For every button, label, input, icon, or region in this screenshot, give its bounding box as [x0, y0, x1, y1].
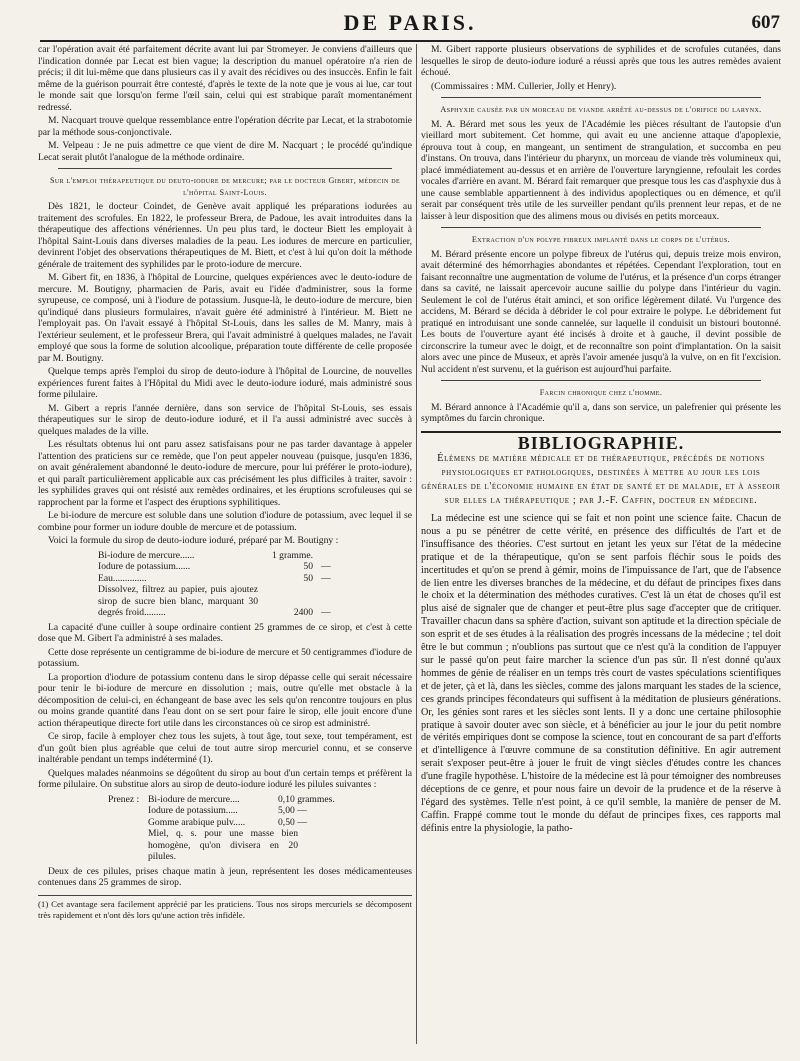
paragraph: Les résultats obtenus lui ont paru assez satisfaisans pour ne pas tarder davantage à appeler l'attention des praticiens sur ce remède, que l'on peut appeler nouveau (puisque, jusqu'en 1836, on avait généralement abandonné le deuto-iodure de mercure, pour lui préférer le proto-iodure), et qui paraît particulièrement applicable aux cas précisément les plus difficiles à traiter, savoir : les syphilides graves qui ont résisté aux remèdes ordinaires, et les éruptions scrofuleuses qui se rapprochent par la forme et l'aspect des éruptions syphilitiques.	[38, 439, 412, 508]
paragraph: M. Gibert a repris l'année dernière, dans son service de l'hôpital St-Louis, ses essais thérapeutiques sur le sirop de deuto-iodure ioduré, et il l'a aussi administré avec succès à quelques malades de la ville.	[38, 402, 412, 437]
right-column	[421, 44, 781, 1052]
paragraph: Cette dose représente un centigramme de bi-iodure de mercure et 50 centigrammes d'iodure de potassium.	[38, 646, 412, 669]
pill-formula	[108, 794, 412, 863]
formula-item: Iodure de potassium.....	[148, 805, 238, 816]
page-number: 607	[751, 12, 780, 33]
section-rule	[58, 168, 392, 169]
paragraph: M. Gibert fit, en 1836, à l'hôpital de Lourcine, quelques expériences avec le deuto-iodure de mercure. M. Boutigny, pharmacien de Paris, avait eu l'idée d'administrer, sous la forme syrupeuse, ce composé, uni à l'iodure de potassium. Jusque-là, le deuto-iodure de mercure, bien qu'indiqué dans plusieurs formulaires, n'avait guère été administré à l'intérieur. M. Biett ne l'employait pas. On l'avait essayé à l'hôpital St-Louis, dans les salles de M. Manry, mais à l'extérieur seulement, et le professeur Brera, qui l'avait administré à quelques malades, ne l'avait employé que sous la forme de solution alcoolique, préparation toute différente de celle proposée par M. Boutigny.	[38, 272, 412, 364]
column-divider	[416, 44, 417, 1044]
section-rule	[441, 380, 761, 381]
paragraph: Quelques malades néanmoins se dégoûtent du sirop au bout d'un certain temps et préfèrent la forme pilulaire. On substitue alors au sirop de deuto-iodure ioduré les pilules suivantes :	[38, 767, 412, 790]
page-header	[40, 10, 780, 42]
formula-item: Bi-iodure de mercure......	[98, 549, 195, 561]
section-heading: Farcin chronique chez l'homme.	[539, 388, 663, 397]
formula-row	[108, 805, 412, 817]
formula-item: Iodure de potassium......	[98, 561, 191, 572]
paragraph: Ce sirop, facile à employer chez tous les sujets, à tout âge, tout sexe, tout tempérament, est d'un goût bien plus agréable que celui de tout autre sirop mercuriel connu, et se conserve inaltérable pendant un temps indéterminé (1).	[38, 731, 412, 765]
formula-unit: —	[321, 572, 331, 584]
formula-item: Bi-iodure de mercure....	[148, 793, 240, 805]
paragraph: La proportion d'iodure de potassium contenu dans le sirop dépasse celle qui serait nécessaire pour tenir le bi-iodure de mercure en dissolution ; mais, outre qu'elle met obstacle à la décomposition de celui-ci, en échangeant de base avec les sels qu'on rencontre toujours en plus ou moins grande quantité dans l'eau dont on se sert pour faire le sirop, elle jouit encore d'une action thérapeutique directe fort utile dans les circonstances où ce sirop est administré.	[38, 671, 412, 729]
paragraph: Deux de ces pilules, prises chaque matin à jeun, représentent les doses médicamenteuses contenues dans 25 grammes de sirop.	[38, 865, 412, 888]
bibliography-subtitle: Élémens de matière médicale et de thérapeutique, précédés de notions physiologiques et pathologiques, destinées à mettre au jour les lois générales de l'économie humaine en état de santé et de maladie, et à asseoir sur elles la thérapeutique ; par J.-F. Caffin, docteur en médecine.	[421, 453, 781, 506]
paragraph: La capacité d'une cuiller à soupe ordinaire contient 25 grammes de ce sirop, et c'est à cette dose que M. Gibert l'a administré à ses malades.	[38, 621, 412, 644]
paragraph: La médecine est une science qui se fait et non point une science faite. Chacun de nous a pu se pénétrer de cette vérité, en présence des difficultés de l'art et de l'insuffisance des théories. C'est surtout en jetant les yeux sur l'état de la médecine pratique et de la thérapeutique, qu'on se sent parfois fléchir sous le poids des incertitudes et qu'on se prend à gémir, moins de l'impuissance de l'art, que de l'absence de lien entre les diverses branches de la médecine, et du défaut de principes fixes dans le choix et la détermination des méthodes curatives. C'est là un état de choses qu'il est plus aisé de signaler que de changer et peut-être plus sage d'accepter que de critiquer. Travailler chacun dans sa sphère d'action, suivant son aptitude et la direction spéciale de son esprit et de ses études à la réalisation des progrès incessans de la médecine ; tel doit être le but commun ; n'oublions pas surtout que ce n'est qu'à la condition de l'appuyer sur le passé qu'on peut faire marcher la science d'un pas sûr. Il n'est donné qu'aux hommes de génie de réaliser en un temps très court de vastes spéculations scientifiques et de jeter, çà et là, dans les siècles, comme des jalons marquant les stades de la science, ces grands principes fécondateurs qui suffisent à la méditation de plusieurs générations. Or, les génies sont rares et les siècles sont lents. Il y a donc une certaine philosophie pratique à savoir douter avec son siècle, et à bénéficier au jour le jour du petit nombre de vérités empiriques dont se compose la science, tout en concourant de sa part d'efforts et d'intelligence à l'œuvre commune de sa constitution définitive. En agir autrement serait s'exposer peut-être à jouer le fruit de vingt siècles d'études contre les chances d'une fragile hypothèse. L'histoire de la médecine est là pour témoigner des nombreuses déceptions de ce genre, et pour nous faire un devoir de la prudence et de la réserve à l'égard des systèmes. Telle n'est point, à ce qu'il semble, la manière de penser de M. Caffin. Frappé comme tout le monde du défaut de principes fixes, ces rapports mal définis entre la physiologie, la patho-	[421, 513, 781, 834]
syrup-formula	[98, 550, 412, 619]
paragraph: M. Bérard présente encore un polype fibreux de l'utérus qui, depuis treize mois environ, avait déterminé des hémorrhagies abondantes et répétées. Cependant l'exploration, tout en faisant reconnaître une augmentation de volume de l'utérus, et la présence d'un corps étranger dans sa cavité, ne laissait apercevoir aucune saillie du polype dans l'intérieur du vagin. Seulement le col de l'utérus était aminci, et son orifice légèrement dilaté. Vu l'urgence des accidens, M. Bérard se décida à débrider le col pour extraire le polype. Le débridement fut pratiqué en introduisant une sonde cannelée, sur laquelle il conduisit un bistouri boutonné. Les bouts de l'ouverture ayant été incisés à droite et à gauche, il devint possible de circonscrire la tumeur avec le doigt, et de reconnaître son point d'implantation. On la saisit alors avec une pince de Museux, et après l'avoir amenée jusqu'à la vulve, on en fit l'excision. Nul accident n'est survenu, et la guérison est aujourd'hui parfaite.	[421, 248, 781, 375]
bibliography-body	[421, 513, 781, 836]
section-heading: Asphyxie causée par un morceau de viande arrêté au-dessus de l'orifice du larynx.	[440, 105, 762, 114]
formula-qty: 50	[303, 572, 313, 584]
formula-intro: Prenez :	[108, 793, 140, 805]
paragraph: Le bi-iodure de mercure est soluble dans une solution d'iodure de potassium, avec lequel il se combine pour former un iodure double de mercure et de potassium.	[38, 510, 412, 533]
bibliography-section	[421, 431, 781, 836]
formula-unit: —	[321, 561, 331, 572]
paragraph: M. Bérard annonce à l'Académie qu'il a, dans son service, un palefrenier qui présente les symptômes du farcin chronique.	[421, 401, 781, 424]
formula-row	[108, 828, 412, 863]
formula-qty: 5,00 —	[278, 805, 307, 816]
formula-note: Miel, q. s. pour une masse bien homogène, qu'on divisera en 20 pilules.	[148, 828, 298, 862]
formula-qty: 2400	[293, 607, 313, 618]
formula-row	[98, 573, 412, 585]
formula-qty: 1 gramme.	[271, 549, 313, 561]
formula-row	[108, 794, 412, 806]
paragraph: M. Velpeau : Je ne puis admettre ce que vient de dire M. Nacquart ; le procédé qu'indique Lecat serait plutôt l'analogue de la méthode ordinaire.	[38, 140, 412, 163]
formula-row	[98, 561, 412, 573]
bibliography-title: BIBLIOGRAPHIE.	[517, 432, 685, 453]
page-title: DE PARIS.	[343, 10, 477, 35]
formula-qty: 0,50 —	[278, 816, 307, 828]
paragraph: M. A. Bérard met sous les yeux de l'Académie les pièces résultant de l'autopsie d'un vieillard mort subitement. Cet homme, qui avait eu une ancienne attaque d'apoplexie, éprouva tout à coup, en mangeant, un sentiment de strangulation, et succomba en peu d'instans. On trouva, dans l'intérieur du pharynx, un morceau de viande très volumineux qui, placé immédiatement au-dessus et en arrière de l'ouverture laryngienne, refoulait les cordes vocales d'arrière en avant. M. Bérard fait remarquer que presque tous les cas d'asphyxie dus à une cause semblable appartiennent à des individus apoplectiques ou en démence, et qu'il serait par conséquent très utile de les surveiller pendant qu'ils prennent leur repas, et de ne laisser à leur disposition que des alimens mous ou divisés en petits morceaux.	[421, 118, 781, 222]
section-rule	[441, 97, 761, 98]
section-rule	[441, 227, 761, 228]
paragraph: M. Gibert rapporte plusieurs observations de syphilides et de scrofules cutanées, dans lesquelles le sirop de deuto-iodure ioduré a réussi après que tous les autres remèdes avaient échoué.	[421, 44, 781, 78]
paragraph: Dès 1821, le docteur Coindet, de Genève avait appliqué les préparations iodurées au traitement des scrofules. En 1822, le professeur Brera, de Padoue, les avait introduites dans la thérapeutique des affections vénériennes. Un peu plus tard, le docteur Biett les employait à l'hôpital Saint-Louis dans diverses maladies de la peau. Les iodures de mercure en particulier, devinrent l'objet des observations thérapeutiques de M. Biett, et c'est à lui qu'on doit la méthode générale de traitement des syphilides par le proto-iodure de mercure.	[38, 201, 412, 270]
paragraph: Voici la formule du sirop de deuto-iodure ioduré, préparé par M. Boutigny :	[48, 535, 339, 546]
left-column	[38, 44, 412, 1052]
paragraph: car l'opération avait été parfaitement décrite avant lui par Stromeyer. Je conviens d'ailleurs que l'indication donnée par Lecat est bien vague; la description du manuel opératoire n'a rien de précis; il dit lui-même que dans plusieurs cas il y avait des récidives ou des insuccès. Enfin le fait même de la guérison pourrait être contesté, d'après le texte de la note que je vous ai lue, car tout le monde sait que lorsqu'on ferme l'œil sain, celui qui est strabique paraît momentanément redressé.	[38, 44, 412, 113]
section-heading: Extraction d'un polype fibreux implanté dans le corps de l'utérus.	[471, 235, 731, 244]
paragraph: M. Nacquart trouve quelque ressemblance entre l'opération décrite par Lecat, et la strabotomie par la méthode sous-conjonctivale.	[38, 115, 412, 138]
section-heading: Sur l'emploi thérapeutique du deuto-iodure de mercure; par le docteur Gibert, médecin de l'hôpital Saint-Louis.	[49, 176, 401, 197]
formula-row	[108, 817, 412, 829]
paragraph: Quelque temps après l'emploi du sirop de deuto-iodure à l'hôpital de Lourcine, de nouvelles expériences furent faites à l'Hôpital du Midi avec le deuto-iodure ioduré, mais administré sous forme pilulaire.	[38, 366, 412, 400]
formula-qty: 50	[303, 561, 313, 572]
footnote: (1) Cet avantage sera facilement apprécié par les praticiens. Tous nos sirops mercuriels se décomposent très rapidement et n'ont dès lors qu'une action très infidèle.	[38, 895, 412, 922]
formula-item: Gomme arabique pulv.....	[148, 816, 246, 828]
formula-note: Dissolvez, filtrez au papier, puis ajoutez sirop de sucre bien blanc, marquant 30 degrés froid.........	[98, 584, 258, 618]
formula-qty: 0,10 grammes.	[278, 793, 335, 805]
formula-unit: —	[321, 607, 331, 618]
paragraph: (Commissaires : MM. Cullerier, Jolly et Henry).	[431, 80, 617, 92]
formula-row	[98, 550, 412, 562]
formula-item: Eau..............	[98, 572, 147, 584]
formula-row	[98, 584, 412, 619]
